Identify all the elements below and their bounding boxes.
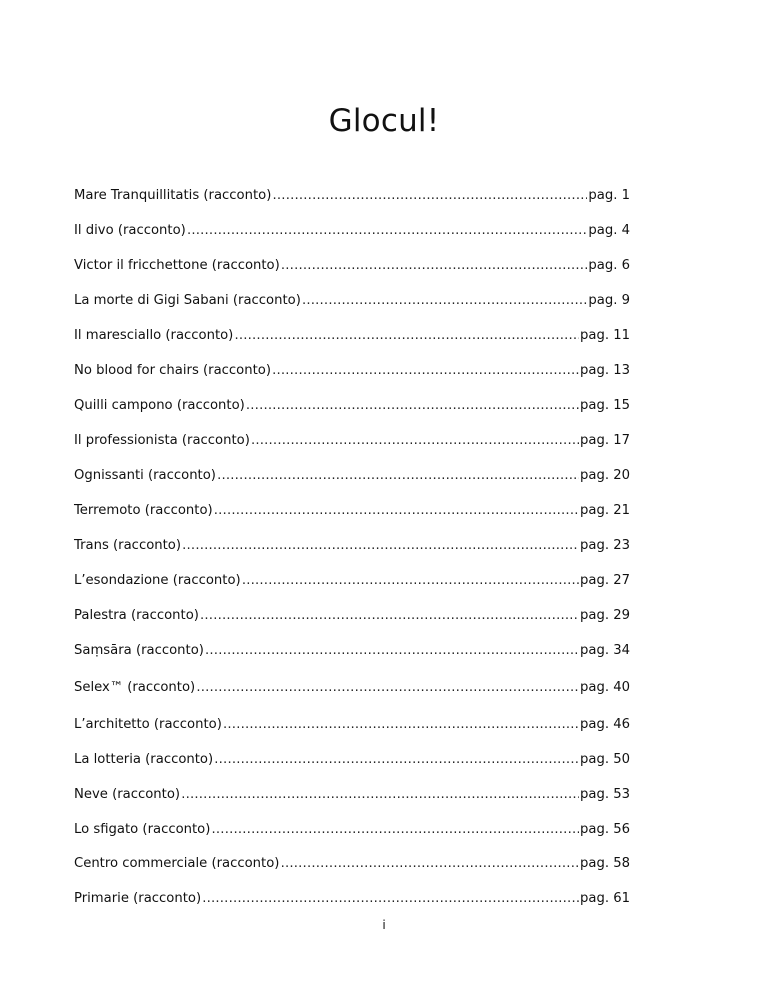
toc-leader-dots (214, 501, 579, 521)
toc-leader-dots (246, 396, 579, 416)
toc-entry (74, 889, 630, 909)
toc-leader-dots (202, 889, 579, 909)
toc-entry-page: pag. 21 (580, 503, 630, 518)
toc-leader-dots (272, 186, 587, 206)
toc-entry-page: pag. 13 (580, 363, 630, 378)
toc-entry-page: pag. 4 (588, 223, 630, 238)
toc-entry (74, 641, 630, 661)
toc-leader-dots (272, 361, 579, 381)
toc-entry-page: pag. 15 (580, 398, 630, 413)
toc-entry (74, 501, 630, 521)
toc-entry-page: pag. 1 (588, 188, 630, 203)
toc-entry-page: pag. 34 (580, 643, 630, 658)
toc-entry-page: pag. 27 (580, 573, 630, 588)
toc-entry-title: Neve (racconto) (74, 787, 181, 802)
toc-entry (74, 854, 630, 874)
toc-entry-title: No blood for chairs (racconto) (74, 363, 271, 378)
toc-entry (74, 361, 630, 381)
toc-entry-title: Victor il fricchettone (racconto) (74, 258, 280, 273)
toc-leader-dots (200, 606, 579, 626)
toc-entry-title: Selex™ (racconto) (74, 680, 196, 695)
toc-entry-page: pag. 29 (580, 608, 630, 623)
toc-leader-dots (181, 785, 579, 805)
toc-leader-dots (211, 820, 579, 840)
toc-entry-title: La morte di Gigi Sabani (racconto) (74, 293, 301, 308)
toc-leader-dots (302, 291, 588, 311)
toc-leader-dots (223, 715, 579, 735)
toc-entry-title: Il divo (racconto) (74, 223, 186, 238)
document-title: Glocul! (328, 102, 440, 139)
toc-entry-title: Primarie (racconto) (74, 891, 202, 906)
toc-entry-page: pag. 20 (580, 468, 630, 483)
toc-entry-title: Centro commerciale (racconto) (74, 856, 280, 871)
toc-entry-title: Il maresciallo (racconto) (74, 328, 234, 343)
toc-entry (74, 536, 630, 556)
toc-entry-title: L’architetto (racconto) (74, 717, 222, 732)
toc-entry-page: pag. 11 (580, 328, 630, 343)
toc-entry-title: Terremoto (racconto) (74, 503, 213, 518)
toc-leader-dots (251, 431, 579, 451)
toc-entry (74, 431, 630, 451)
toc-entry-title: Quilli campono (racconto) (74, 398, 245, 413)
toc-entry-title: L’esondazione (racconto) (74, 573, 241, 588)
toc-leader-dots (214, 750, 579, 770)
toc-entry-page: pag. 46 (580, 717, 630, 732)
toc-leader-dots (217, 466, 579, 486)
toc-entry-page: pag. 50 (580, 752, 630, 767)
toc-entry-page: pag. 17 (580, 433, 630, 448)
toc-entry (74, 466, 630, 486)
toc-entry-page: pag. 53 (580, 787, 630, 802)
toc-leader-dots (242, 571, 579, 591)
toc-leader-dots (205, 641, 579, 661)
toc-entry-title: Palestra (racconto) (74, 608, 199, 623)
page-number: i (382, 918, 386, 932)
toc-entry-page: pag. 40 (580, 680, 630, 695)
toc-entry-title: Il professionista (racconto) (74, 433, 250, 448)
toc-entry-title: Trans (racconto) (74, 538, 181, 553)
toc-entry (74, 606, 630, 626)
toc-leader-dots (280, 854, 579, 874)
toc-entry (74, 291, 630, 311)
toc-entry-title: Saṃsāra (racconto) (74, 643, 204, 658)
toc-entry (74, 820, 630, 840)
toc-entry (74, 750, 630, 770)
toc-entry-page: pag. 9 (588, 293, 630, 308)
toc-leader-dots (196, 678, 579, 698)
toc-entry (74, 715, 630, 735)
toc-entry (74, 571, 630, 591)
toc-entry (74, 221, 630, 241)
toc-entry (74, 186, 630, 206)
toc-entry-title: Ognissanti (racconto) (74, 468, 216, 483)
toc-entry-page: pag. 6 (588, 258, 630, 273)
toc-entry (74, 678, 630, 698)
toc-leader-dots (182, 536, 579, 556)
toc-entry-page: pag. 56 (580, 822, 630, 837)
toc-entry-page: pag. 23 (580, 538, 630, 553)
toc-entry-title: La lotteria (racconto) (74, 752, 214, 767)
toc-entry-title: Lo sfigato (racconto) (74, 822, 211, 837)
toc-entry-page: pag. 61 (580, 891, 630, 906)
toc-entry (74, 396, 630, 416)
toc-leader-dots (234, 326, 579, 346)
toc-entry (74, 256, 630, 276)
toc-entry (74, 785, 630, 805)
toc-entry-page: pag. 58 (580, 856, 630, 871)
toc-leader-dots (281, 256, 588, 276)
toc-entry (74, 326, 630, 346)
toc-entry-title: Mare Tranquillitatis (racconto) (74, 188, 272, 203)
toc-leader-dots (187, 221, 588, 241)
